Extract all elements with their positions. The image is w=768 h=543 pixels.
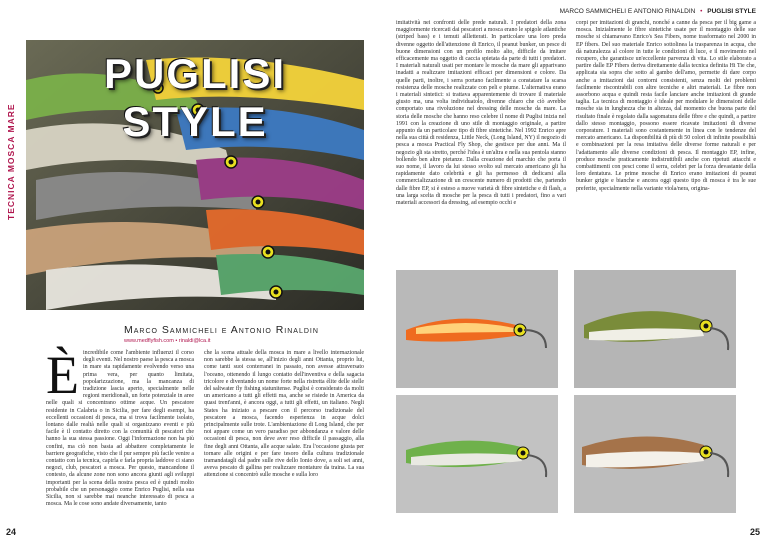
left-column-1 (46, 345, 195, 508)
fly-photo-olive (574, 270, 736, 388)
left-column-2 (204, 350, 364, 480)
body-text: che la scena attuale della mosca in mare a livello internazionale non sarebbe la stessa se, all'inizio degli anni Ottanta, proprio lui, come tanti suoi conterranei in passato, non avesse attraversato l'oceano, ottenendo il lungo contatto dell'inventiva e della sagacia tricolore e diventando un nome forte nella ristretta élite delle stelle del saltwater fly fishing statunitense. Puglisi è considerato da molti un americano a tutti gli effetti ma, anche se risiede in America da quasi trent'anni, è ancora oggi, a tutti gli effetti, un italiano. Negli States ha iniziato a pescare con il percorso tradizionale del pescatore a mosca, facendo esperienza in acque dolci principalmente sulle trote. L'ambientazione di Long Island, che per noi appare come un vero paradiso per abbondanza e valore delle occasioni di pesca, non deve aver reso difficile il passaggio, alla fine degli anni Ottanta, alle acque salate. Era l'occasione giusta per tornare alle origini e per fare tesoro della cultura tradizionale tramandatagli dal padre sulle rive dello Ionio dove, a soli sei anni, aveva pescato di gallina per realizzare montature da traina. La sua attenzione si concentrò sulle mosche e sulla loro (204, 350, 364, 479)
page-number-right: 25 (749, 527, 760, 537)
fly-photo-brown (574, 395, 736, 513)
body-text: corpi per imitazioni di granchi, nonché a canne da pesca per il big game a mosca. Inizialmente le fibre sintetiche usate per il montaggio delle sue mosche si chiamavano Enrico's Sea Fibers, nome trasformato nel 2000 in EP fibers. Del suo materiale Enrico sottolinea la trasparenza in acqua, che dà naturalezza al colore in tutte le condizioni di luce, e il movimento nel recupero, che garantisce un'eccellente parvenza di vita. Lo stile elaborato a partire dalle EP Fibers deriva direttamente dalla tecnica definita Hi Tie che, applicata sia sopra che sotto al gambo dell'amo, permette di dare corpo anche a imitazioni dai contorni consistenti, senza molti dei problemi facilmente riscontrabili con altre tecniche e altri materiali. Le fibre non assorbono acqua e quindi resta facile lanciare anche imitazioni di grande taglia. La tecnica di montaggio è ideale per modulare le dimensioni delle mosche sia in lunghezza che in altezza, dal momento che buona parte del risultato finale è regolato dalla sagomatura delle fibre e che quindi, a partire dallo stesso montaggio, possono essere ricavate imitazioni di diverse corporature. I materiali sono costantemente in linea con le tendenze del mercato americano. La disponibilità di più di 50 colori di infinite possibilità e combinazioni per la resa imitativa delle diverse forme naturali e per l'adattamento alle diverse condizioni di pesca. Il montaggio EP, infine, produce mosche praticamente indistruttibili anche con ripetuti attacchi e combattimenti con pesci come il serra, celebri per la forza devastante della loro dentatura. Le prime mosche di Enrico erano imitazioni di peanut bunker grigie e bianche e ancora oggi questo tipo di mosca è tra le sue preferite, specialmente nella variante viola/nera, origina- (576, 20, 756, 192)
running-head-authors: MARCO SAMMICHELI E ANTONIO RINALDIN (559, 8, 696, 15)
running-head-separator: • (700, 8, 703, 15)
article-title: PUGLISI STYLE (103, 50, 287, 145)
hero-photo (26, 40, 364, 310)
running-head (560, 8, 756, 15)
drop-cap: È (46, 345, 79, 405)
right-page (384, 0, 768, 543)
right-column-2 (576, 20, 756, 193)
body-text: incredibile come l'ambiente influenzi il corso degli eventi. Nel nostro paese la pesca a mosca in mare sta rapidamente evolvendo verso una prima vera, per quanto limitata, popolarizzazione, ma la mancanza di tradizione lascia aperto, specialmente nelle regioni meridionali, un forte potenziale in aree nelle quali si concentrano ottime acque. Un pescatore residente in Calabria o in Sicilia, per fare degli esempi, ha eccellenti occasioni di pesca, ma si trova facilmente isolato, lontano dalle realtà nelle quali si organizzano eventi e più facile è il contatto diretto con la comunità di pescatori che hanno la sua stessa passione. Oggi l'informazione non ha più confini, ma ciò non basta ad abbattere completamente le barriere geografiche, visto che il pur sempre più facile venire a contatto con la tecnica, capirla e farla propria laddove ci siano negozi, club, pescatori a mosca. Per questo, mancandone il contesto, da alcune zone non sono ancora giunti agli sviluppi importanti per la scena della nostra pesca ed è quindi molto probabile che un personaggio come Enrico Puglisi, nella sua Sicilia, non si sarebbe mai neanche interessato di pesca a mosca. Ma le cose sono andate diversamente, tanto (46, 350, 195, 508)
section-label: TECNICA MOSCA MARE (6, 103, 16, 220)
fly-photo-orange (396, 270, 558, 388)
page-number-left: 24 (6, 527, 17, 537)
author-websites: www.medflyfish.com • rinaldi@lca.it (124, 338, 211, 344)
fly-photo-green (396, 395, 558, 513)
body-text: imitatività nei confronti delle prede naturali. I predatori della zona maggiormente ricercati dai pescatori a mosca erano le spigole atlantiche (striped bass) e i temuti allletterati. In particolare una loro preda divenne oggetto dell'attenzione di Enrico, il peanut bunker, un pesce di buone dimensioni con un profilo molto alto, difficile da imitare efficacemente ma oggetto di caccia spietata da parte di tutti i predatori. I materiali naturali usati per montare le mosche da mare gli apparivano inadatti a realizzare imitazioni efficaci per dimensioni e colore. Da quelle parti, inoltre, i serra portano facilmente a constatare la scarsa resistenza delle mosche realizzate con peli e piume. L'alternativa erano i materiali sintetici: si trattava apparentemente di trovare il materiale giusto ma, una volta individuatolo, divenne chiaro che ciò avrebbe comportato una rivoluzione nel dressing delle mosche da mare. La storia delle mosche che hanno reso celebre il nome di Puglisi inizia nel 1991 con la creazione di uno stile di montaggio originale, a partire appunto da un particolare tipo di fibre sintetiche. Nel 1992 Enrico apre nella sua città di residenza, Little Neck, (Long Island, NY) il negozio di pesca a mosca Practical Fly Shop, che gestisce per due anni. Ma il negozio gli sta stretto, perché l'idea è un'altra e nella sua pentola stanno bollendo ben altre pietanze. Dalla creazione del marchio che porta il suo nome, il lavoro da lui stesso svolto sul mercato americano gli ha rapidamente dato celebrità e gli ha permesso di dedicarsi alla commercializzazione di un crescente numero di prodotti che, partendo dalle fibre EP, si è esteso a nuove varietà di fibre sintetiche e di flash, a una larga scelta di mosche per la pesca di tutti i predatori, fino a vari materiali accessori da dressing, ad esempio occhi e (396, 20, 566, 207)
running-head-title: PUGLISI STYLE (707, 8, 756, 15)
right-column-1 (396, 20, 566, 207)
authors: Marco Sammicheli e Antonio Rinaldin (124, 324, 319, 336)
